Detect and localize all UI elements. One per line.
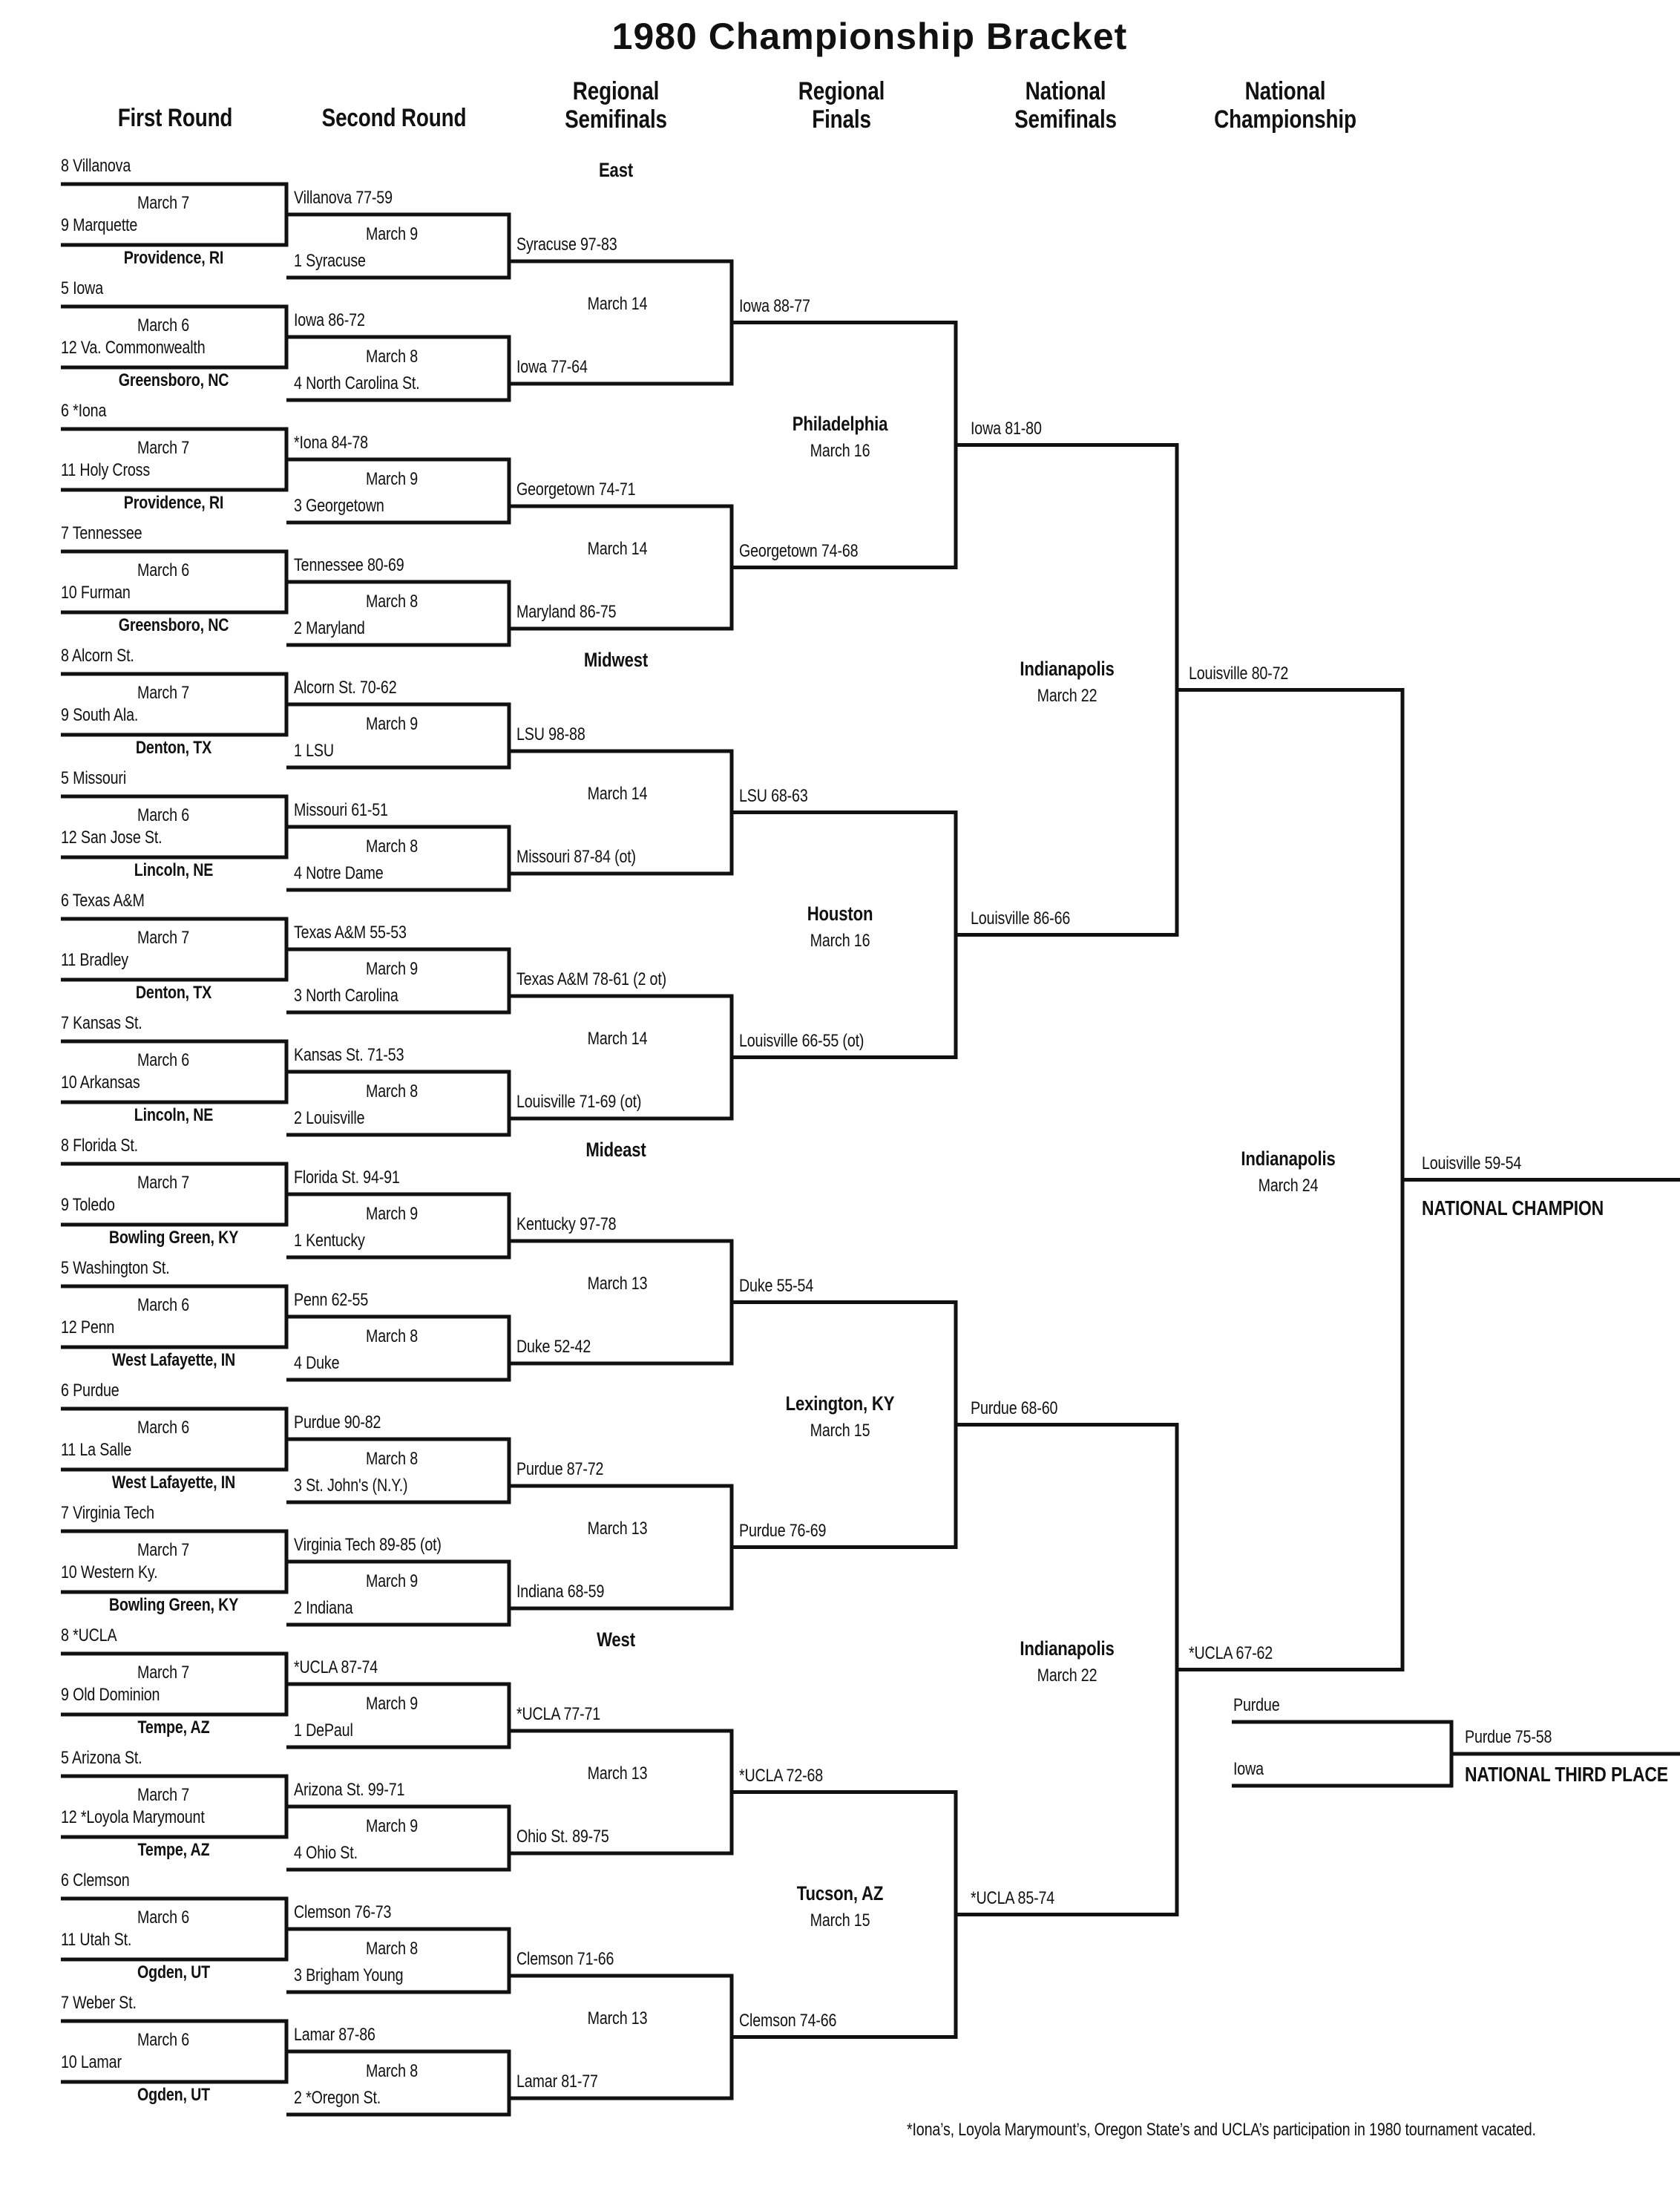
team-opponent: 12 Penn [61,1317,115,1337]
game-date: March 9 [366,1816,418,1836]
team-seed: 5 Iowa [61,278,104,298]
game-date: March 6 [137,315,189,335]
game-date: March 8 [366,1326,418,1346]
game-date: March 6 [137,560,189,580]
game-winner: LSU 98-88 [516,724,585,744]
game-date: March 8 [366,1939,418,1959]
team-seed: 6 *Iona [61,401,107,421]
semifinal-site: Indianapolis [1020,1637,1115,1660]
game-date: March 8 [366,347,418,367]
game-date: March 7 [137,438,189,458]
game-winner: Purdue 76-69 [739,1520,827,1541]
team-opponent: 3 St. John's (N.Y.) [294,1476,408,1496]
semifinal-site: Indianapolis [1020,657,1115,680]
game-date: March 9 [366,959,418,979]
region-name: East [598,159,634,181]
game-winner: Missouri 87-84 (ot) [516,847,636,867]
regional-site: Tucson, AZ [796,1881,884,1905]
team-seed: 5 Arizona St. [61,1748,142,1768]
team-seed: 8 Florida St. [61,1136,138,1156]
championship-date: March 24 [1258,1175,1319,1196]
team-opponent: 4 Notre Dame [294,863,384,883]
game-date: March 14 [587,538,648,559]
game-location: Tempe, AZ [137,1717,210,1738]
national-champion-result: Louisville 59-54 [1422,1153,1522,1173]
game-date: March 6 [137,1418,189,1438]
game-winner: Iowa 86-72 [294,310,365,330]
team-opponent: 1 Syracuse [294,251,366,271]
team-opponent: 12 Va. Commonwealth [61,338,206,358]
team-opponent: 4 North Carolina St. [294,373,420,393]
game-date: March 8 [366,2061,418,2081]
team-opponent: 10 Arkansas [61,1072,140,1093]
game-location: Lincoln, NE [134,1105,214,1125]
game-winner: Georgetown 74-71 [516,479,636,500]
game-winner: Syracuse 97-83 [516,235,617,255]
team-opponent: 10 Lamar [61,2052,122,2072]
game-date: March 7 [137,1540,189,1560]
game-date: March 7 [137,1663,189,1683]
game-date: March 13 [587,1763,648,1784]
game-winner: Lamar 87-86 [294,2025,375,2045]
game-date: March 8 [366,836,418,857]
semifinal-winner: *UCLA 67-62 [1189,1643,1273,1663]
game-date: March 9 [366,224,418,244]
third-place-team: Purdue [1233,1695,1280,1715]
team-seed: 5 Washington St. [61,1258,170,1278]
game-winner: Lamar 81-77 [516,2072,598,2092]
regional-site: Lexington, KY [785,1392,895,1415]
team-seed: 8 Villanova [61,156,131,176]
game-winner: Louisville 66-55 (ot) [739,1030,864,1051]
region-name: West [597,1628,635,1651]
team-opponent: 11 Bradley [61,950,128,970]
game-location: Lincoln, NE [134,860,214,880]
team-opponent: 11 La Salle [61,1440,132,1460]
game-date: March 8 [366,1449,418,1469]
game-winner: Missouri 61-51 [294,800,388,820]
game-date: March 9 [366,1571,418,1591]
team-opponent: 9 Marquette [61,215,138,235]
game-winner: Texas A&M 78-61 (2 ot) [516,969,667,989]
game-location: Denton, TX [135,738,212,758]
game-date: March 8 [366,1081,418,1101]
game-winner: Duke 55-54 [739,1275,814,1296]
game-winner: Florida St. 94-91 [294,1167,400,1188]
team-opponent: 3 Georgetown [294,496,384,516]
game-winner: Virginia Tech 89-85 (ot) [294,1535,442,1555]
game-date: March 13 [587,1273,648,1294]
team-seed: 8 Alcorn St. [61,646,134,666]
game-winner: *UCLA 72-68 [739,1765,824,1786]
header-national-semifinals: National [1025,77,1106,105]
game-winner: Purdue 90-82 [294,1412,381,1432]
game-location: Ogden, UT [137,1962,211,1982]
game-winner: *UCLA 87-74 [294,1657,378,1677]
game-date: March 7 [137,928,189,948]
game-winner: Tennessee 80-69 [294,555,404,575]
game-date: March 9 [366,714,418,734]
game-date: March 6 [137,805,189,825]
team-seed: 7 Kansas St. [61,1013,142,1033]
game-winner: Kansas St. 71-53 [294,1045,404,1065]
team-opponent: 2 Maryland [294,618,365,638]
region-name: Mideast [585,1139,646,1161]
game-winner: Texas A&M 55-53 [294,923,407,943]
game-winner: Villanova 77-59 [294,188,393,208]
team-opponent: 2 *Oregon St. [294,2088,381,2108]
game-winner: Maryland 86-75 [516,602,617,622]
game-winner: Iowa 77-64 [516,357,588,377]
game-date: March 7 [137,1173,189,1193]
team-opponent: 3 Brigham Young [294,1965,404,1985]
team-seed: 5 Missouri [61,768,127,788]
game-date: March 9 [366,1694,418,1714]
game-winner: Indiana 68-59 [516,1582,605,1602]
header-national-championship: National [1244,77,1326,105]
game-date: March 6 [137,1050,189,1070]
game-winner: Clemson 71-66 [516,1949,614,1969]
team-opponent: 9 Old Dominion [61,1685,160,1705]
team-opponent: 9 South Ala. [61,705,139,725]
regional-site: Houston [807,902,873,925]
game-winner: *UCLA 77-71 [516,1704,601,1724]
game-location: Bowling Green, KY [108,1595,239,1615]
regional-champion: *UCLA 85-74 [971,1887,1055,1908]
national-champion-label: NATIONAL CHAMPION [1422,1196,1604,1219]
header-national-semifinals-2: Semifinals [1014,105,1117,134]
team-seed: 6 Texas A&M [61,891,145,911]
game-location: Ogden, UT [137,2085,211,2105]
game-winner: Ohio St. 89-75 [516,1827,609,1847]
regional-date: March 16 [810,440,870,461]
header-second-round: Second Round [321,104,467,132]
team-seed: 6 Clemson [61,1870,130,1890]
game-date: March 6 [137,1295,189,1315]
header-regional-semifinals-2: Semifinals [565,105,667,134]
game-winner: Iowa 88-77 [739,295,810,316]
regional-site: Philadelphia [792,412,888,435]
game-date: March 13 [587,1518,648,1539]
third-place-label: NATIONAL THIRD PLACE [1465,1763,1668,1786]
game-date: March 14 [587,1028,648,1049]
game-winner: LSU 68-63 [739,785,808,806]
game-date: March 13 [587,2008,648,2028]
game-location: Providence, RI [123,248,224,268]
semifinal-date: March 22 [1037,1665,1097,1686]
team-opponent: 1 LSU [294,741,334,761]
game-location: Providence, RI [123,493,224,513]
page-title: 1980 Championship Bracket [611,16,1128,57]
semifinal-winner: Louisville 80-72 [1189,663,1289,684]
game-winner: Clemson 76-73 [294,1902,392,1922]
game-date: March 6 [137,1907,189,1928]
third-place-result: Purdue 75-58 [1465,1727,1552,1747]
game-location: Bowling Green, KY [108,1228,239,1248]
regional-champion: Iowa 81-80 [971,418,1042,439]
team-opponent: 2 Louisville [294,1108,365,1128]
team-opponent: 2 Indiana [294,1598,353,1618]
game-location: West Lafayette, IN [111,1473,236,1493]
game-winner: Kentucky 97-78 [516,1214,617,1234]
third-place-team: Iowa [1233,1759,1264,1779]
semifinal-date: March 22 [1037,685,1097,706]
game-winner: Duke 52-42 [516,1337,591,1357]
game-winner: Penn 62-55 [294,1290,369,1310]
team-opponent: 11 Holy Cross [61,460,151,480]
game-date: March 9 [366,469,418,489]
game-location: Denton, TX [135,983,212,1003]
team-opponent: 10 Western Ky. [61,1562,158,1582]
regional-date: March 16 [810,930,870,951]
game-winner: Louisville 71-69 (ot) [516,1092,642,1112]
header-first-round: First Round [117,104,233,132]
game-date: March 7 [137,683,189,703]
header-regional-finals: Regional [798,77,885,105]
game-winner: *Iona 84-78 [294,433,368,453]
game-date: March 8 [366,592,418,612]
team-seed: 7 Weber St. [61,1993,137,2013]
game-winner: Clemson 74-66 [739,2010,837,2031]
game-date: March 9 [366,1204,418,1224]
team-opponent: 4 Ohio St. [294,1843,358,1863]
footnote: *Iona’s, Loyola Marymount’s, Oregon State’s and UCLA’s participation in 1980 tournament vacated. [907,2120,1536,2140]
game-winner: Alcorn St. 70-62 [294,678,397,698]
team-opponent: 9 Toledo [61,1195,115,1215]
team-opponent: 4 Duke [294,1353,340,1373]
regional-date: March 15 [810,1420,870,1441]
game-winner: Georgetown 74-68 [739,540,859,561]
team-seed: 7 Tennessee [61,523,142,543]
team-opponent: 12 *Loyola Marymount [61,1807,205,1827]
header-regional-semifinals: Regional [572,77,660,105]
game-location: Greensboro, NC [118,615,229,635]
team-opponent: 1 DePaul [294,1720,353,1740]
game-location: Tempe, AZ [137,1840,210,1860]
game-date: March 7 [137,193,189,213]
team-opponent: 3 North Carolina [294,986,398,1006]
team-opponent: 1 Kentucky [294,1231,365,1251]
championship-site: Indianapolis [1241,1147,1336,1170]
game-location: Greensboro, NC [118,370,229,390]
team-seed: 6 Purdue [61,1381,119,1401]
region-name: Midwest [583,649,649,671]
team-seed: 7 Virginia Tech [61,1503,154,1523]
game-winner: Purdue 87-72 [516,1459,604,1479]
third-place-bracket [1232,1722,1451,1786]
team-opponent: 12 San Jose St. [61,828,163,848]
game-winner: Arizona St. 99-71 [294,1780,405,1800]
regional-date: March 15 [810,1910,870,1930]
regional-champion: Purdue 68-60 [971,1398,1058,1418]
game-date: March 14 [587,293,648,314]
team-opponent: 10 Furman [61,583,131,603]
regional-champion: Louisville 86-66 [971,908,1071,929]
game-date: March 14 [587,783,648,804]
game-location: West Lafayette, IN [111,1350,236,1370]
game-date: March 6 [137,2030,189,2050]
header-regional-finals-2: Finals [812,105,871,134]
team-opponent: 11 Utah St. [61,1930,132,1950]
team-seed: 8 *UCLA [61,1625,117,1645]
game-date: March 7 [137,1785,189,1805]
header-national-championship-2: Championship [1214,105,1356,134]
